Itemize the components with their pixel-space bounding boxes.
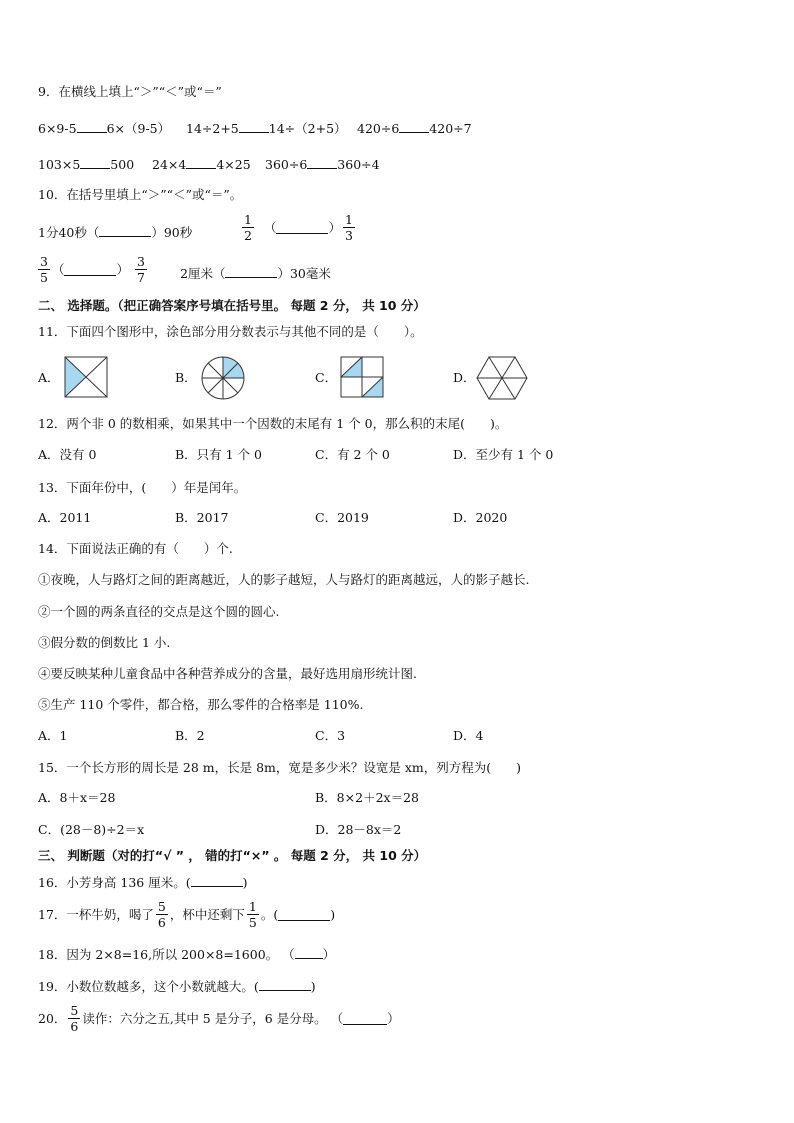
q14-statement-1: ①夜晚，人与路灯之间的距离越近，人的影子越短，人与路灯的距离越远，人的影子越长.: [38, 572, 530, 587]
q12-option-d[interactable]: D．至少有 1 个 0: [453, 447, 554, 462]
q14-option-b[interactable]: B．2: [175, 728, 205, 743]
q11-figure-b: [200, 355, 246, 401]
q14-statement-2: ②一个圆的两条直径的交点是这个圆的圆心.: [38, 604, 280, 619]
q9-r2-c-left: 360÷6: [265, 157, 308, 172]
q18-text: 18．因为 2×8=16,所以 200×8=1600。 （: [38, 947, 295, 962]
q17-frac-a: $\frac{5}{6}$: [157, 899, 166, 930]
q17-frac-b: $\frac{1}{5}$: [248, 899, 257, 930]
q20-close: ）: [387, 1010, 400, 1026]
q10-item-1: [38, 224, 192, 241]
q9-r2-c-right: 360÷4: [337, 157, 380, 172]
q9-r1-c-right: 420÷7: [429, 121, 472, 136]
q10-item4-left: 2厘米（: [180, 266, 226, 281]
q9-r2-a-blank[interactable]: [80, 156, 110, 169]
q10-item1-blank[interactable]: [99, 224, 151, 237]
q12-option-a[interactable]: A．没有 0: [38, 447, 97, 462]
q10-item3-paren-open: （: [51, 261, 65, 277]
q9-r2-b: [152, 156, 251, 173]
q9-r2-b-right: 4×25: [216, 157, 251, 172]
q10-item2-paren-open: （: [263, 219, 277, 235]
section-3-heading: 三、 判断题（对的打“√ ” ， 错的打“×” 。 每题 2 分， 共 10 分）: [38, 848, 427, 863]
q10-item-3: [36, 254, 149, 285]
q18-blank[interactable]: [295, 946, 323, 959]
q20-prefix: 20．: [38, 1010, 67, 1026]
q9-r1-b: [186, 120, 347, 137]
q11-option-a-label[interactable]: A．: [38, 370, 60, 385]
q13-option-c[interactable]: C．2019: [315, 510, 369, 525]
q14-option-a[interactable]: A．1: [38, 728, 68, 743]
q13-option-a[interactable]: A．2011: [38, 510, 92, 525]
q14-statement-3: ③假分数的倒数比 1 小.: [38, 635, 171, 650]
q14-statement-5: ⑤生产 110 个零件，都合格，那么零件的合格率是 110%.: [38, 697, 364, 712]
q15-option-b[interactable]: B．8×2＋2x＝28: [315, 790, 419, 805]
q10-item4-right: ）30毫米: [277, 266, 331, 281]
q19: [38, 978, 316, 995]
q14-option-d[interactable]: D．4: [453, 728, 484, 743]
q20-frac: $\frac{5}{6}$: [70, 1003, 79, 1034]
q9-r1-b-blank[interactable]: [239, 120, 269, 133]
q9-r1-c: [357, 120, 472, 137]
q14-title: 14．下面说法正确的有（ ）个.: [38, 541, 233, 556]
q10-item2-frac-b: $\frac{1}{3}$: [344, 212, 353, 243]
q20: [38, 1003, 400, 1034]
q14-option-c[interactable]: C．3: [315, 728, 346, 743]
q9-r1-c-left: 420÷6: [357, 121, 400, 136]
q17: [38, 899, 335, 930]
q9-r1-a-right: 6×（9-5）: [106, 121, 171, 136]
q16-close: ): [242, 875, 248, 890]
q9-r1-b-right: 14÷（2+5）: [268, 121, 347, 136]
q9-r2-c: [265, 156, 380, 173]
q17-close: ): [330, 906, 336, 922]
q10-title: 10．在括号里填上“＞”“＜”或“＝”。: [38, 187, 243, 202]
q11-option-b-label[interactable]: B．: [175, 370, 197, 385]
q10-item3-paren-close: ）: [116, 261, 129, 277]
q9-r2-a-left: 103×5: [38, 157, 81, 172]
q9-r1-a-left: 6×9-5: [38, 121, 77, 136]
q9-row-2: [38, 156, 134, 173]
q17-blank[interactable]: [278, 908, 330, 921]
q12-option-c[interactable]: C．有 2 个 0: [315, 447, 390, 462]
q15-option-c[interactable]: C．(28－8)÷2＝x: [38, 822, 145, 837]
q13-title: 13．下面年份中，( ）年是闰年。: [38, 480, 247, 495]
q9-r1-c-blank[interactable]: [399, 120, 429, 133]
q15-option-d[interactable]: D．28－8x＝2: [315, 822, 402, 837]
q10-item-4: [180, 265, 331, 282]
q10-item2-frac-a: $\frac{1}{2}$: [244, 212, 252, 243]
q19-close: ): [310, 979, 316, 994]
q9-r2-b-blank[interactable]: [186, 156, 216, 169]
q18-close: ）: [322, 947, 336, 962]
q10-item3-frac-b: $\frac{3}{7}$: [136, 254, 145, 285]
q11-title: 11．下面四个图形中，涂色部分用分数表示与其他不同的是（ ）。: [38, 324, 423, 339]
q20-blank[interactable]: [343, 1012, 387, 1025]
q9-r1-a-blank[interactable]: [77, 120, 107, 133]
q17-middle: ，杯中还剩下: [169, 906, 245, 922]
q20-text: 读作：六分之五,其中 5 是分子，6 是分母。 （: [82, 1010, 344, 1026]
q11-figure-d: [476, 355, 528, 401]
q13-option-d[interactable]: D．2020: [453, 510, 508, 525]
q11-option-c-label[interactable]: C．: [315, 370, 338, 385]
q10-item4-blank[interactable]: [225, 265, 277, 278]
q17-prefix: 17．一杯牛奶，喝了: [38, 906, 154, 922]
q12-option-b[interactable]: B．只有 1 个 0: [175, 447, 263, 462]
q11-option-d-label[interactable]: D．: [453, 370, 476, 385]
q14-statement-4: ④要反映某种儿童食品中各种营养成分的含量，最好选用扇形统计图.: [38, 666, 417, 681]
q10-item1-right: ）90秒: [151, 225, 193, 240]
q10-item2-paren-close: ）: [328, 219, 341, 235]
q16: [38, 874, 247, 891]
q11-figure-a: [64, 356, 108, 398]
q15-title: 15．一个长方形的周长是 28 m，长是 8m，宽是多少米？设宽是 xm，列方程为( ): [38, 760, 522, 775]
q10-item-2: [240, 212, 357, 243]
section-2-heading: 二、 选择题。（把正确答案序号填在括号里。 每题 2 分， 共 10 分）: [38, 298, 426, 313]
q18: [38, 946, 335, 963]
q9-r2-a-right: 500: [110, 157, 135, 172]
q13-option-b[interactable]: B．2017: [175, 510, 229, 525]
q10-item1-left: 1分40秒（: [38, 225, 100, 240]
q9-r2-b-left: 24×4: [152, 157, 187, 172]
q10-item3-frac-a: $\frac{3}{5}$: [40, 254, 48, 285]
q11-figure-c: [340, 356, 384, 398]
q17-suffix: 。(: [260, 906, 279, 922]
q9-r1-b-left: 14÷2+5: [186, 121, 239, 136]
q9-title: 9．在横线上填上“＞”“＜”或“＝”: [38, 84, 222, 99]
q16-blank[interactable]: [191, 874, 243, 887]
q9-r2-c-blank[interactable]: [307, 156, 337, 169]
q12-title: 12．两个非 0 的数相乘，如果其中一个因数的末尾有 1 个 0，那么积的末尾( )。: [38, 416, 508, 431]
q16-text: 16．小芳身高 136 厘米。(: [38, 875, 191, 890]
q19-text: 19．小数位数越多，这个小数就越大。(: [38, 979, 259, 994]
q10-item3-blank[interactable]: [64, 263, 116, 276]
q10-item2-blank[interactable]: [276, 221, 328, 234]
q9-row-1: [38, 120, 170, 137]
q19-blank[interactable]: [259, 978, 311, 991]
q15-option-a[interactable]: A．8＋x＝28: [38, 790, 116, 805]
